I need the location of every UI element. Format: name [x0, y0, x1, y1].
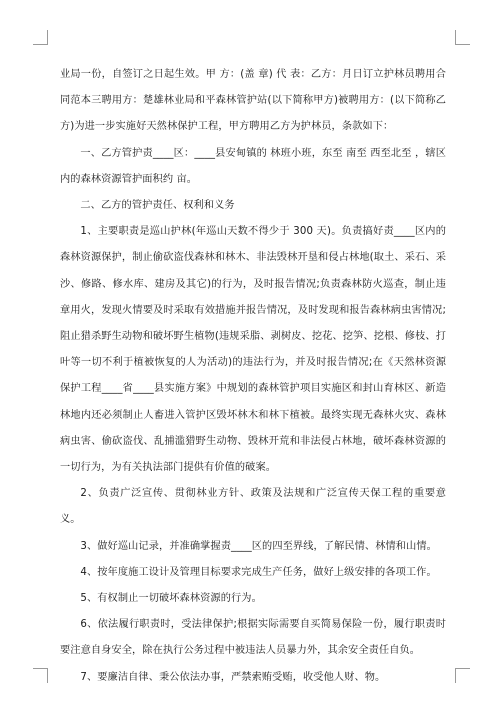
paragraph-duty-3: 3、做好巡山记录，并准确掌握责____区的四至界线，了解民情、林情和山情。: [80, 540, 437, 552]
paragraph-section-1: 一、乙方管护责____区：____县安甸镇的 林班小班，东至 南至 西至北至 ，辖区内的森林资源管护面积约 亩。: [60, 147, 446, 185]
document-page: [60, 62, 446, 691]
paragraph-duty-6: 6、依法履行职责时，受法律保护;根据实际需要自买简易保险一份，履行职责时要注意自身安全，除在执行公务过程中被违法人员暴力外，其余安全责任自负。: [60, 619, 446, 657]
page-corner-mark-bottom-right: [455, 668, 470, 683]
paragraph-duty-4: 4、按年度施工设计及管理目标要求完成生产任务，做好上级安排的各项工作。: [80, 566, 437, 578]
page-corner-mark-top-right: [455, 30, 470, 45]
paragraph-intro: 业局一份，自签订之日起生效。甲 方：(盖 章) 代 表：乙方：月日订立护林员聘用合同范本三聘用方：楚雄林业局和平森林管护站(以下简称甲方)被聘用方：(以下简称乙方)为进一步实施好天然林保护工程，甲方聘用乙方为护林员，条款如下：: [60, 69, 446, 133]
page-corner-mark-top-left: [33, 30, 48, 45]
paragraph-duty-2: 2、负责广泛宣传、贯彻林业方针、政策及法规和广泛宣传天保工程的重要意义。: [60, 488, 446, 526]
page-corner-mark-bottom-left: [33, 668, 48, 683]
paragraph-duty-1: 1、主要职责是巡山护林(年巡山天数不得少于 300 天)。负责搞好责____区内的森林资源保护，制止偷砍盗伐森林和林木、非法毁林开垦和侵占林地(取土、采石、采沙、修路、修水库、建房及其它)的行为，及时报告情况;负责森林防火巡查，制止违章用火，发现火情要及时采取有效措施并报告情况，及时发现和报告森林病虫害情况;阻止猎杀野生动物和破坏野生植物(违规采脂、剥树皮、挖花、挖笋、挖根、修枝、打叶等一切不利于植被恢复的人为活动)的违法行为，并及时报告情况;在《天然林资源保护工程____省____县实施方案》中规划的森林管护项目实施区和封山育林区、新造林地内还必须制止人畜进入管护区毁坏林木和林下植被。最终实现无森林火灾、森林病虫害、偷砍盗伐、乱捕滥猎野生动物、毁林开荒和非法侵占林地，破坏森林资源的一切行为，为有关执法部门提供有价值的破案。: [60, 226, 446, 474]
section-heading-2: 二、乙方的管护责任、权利和义务: [80, 200, 235, 212]
paragraph-duty-5: 5、有权制止一切破坏森林资源的行为。: [80, 593, 262, 605]
paragraph-duty-7: 7、要廉洁自律、秉公依法办事，严禁索贿受贿，收受他人财、物。: [80, 671, 386, 683]
